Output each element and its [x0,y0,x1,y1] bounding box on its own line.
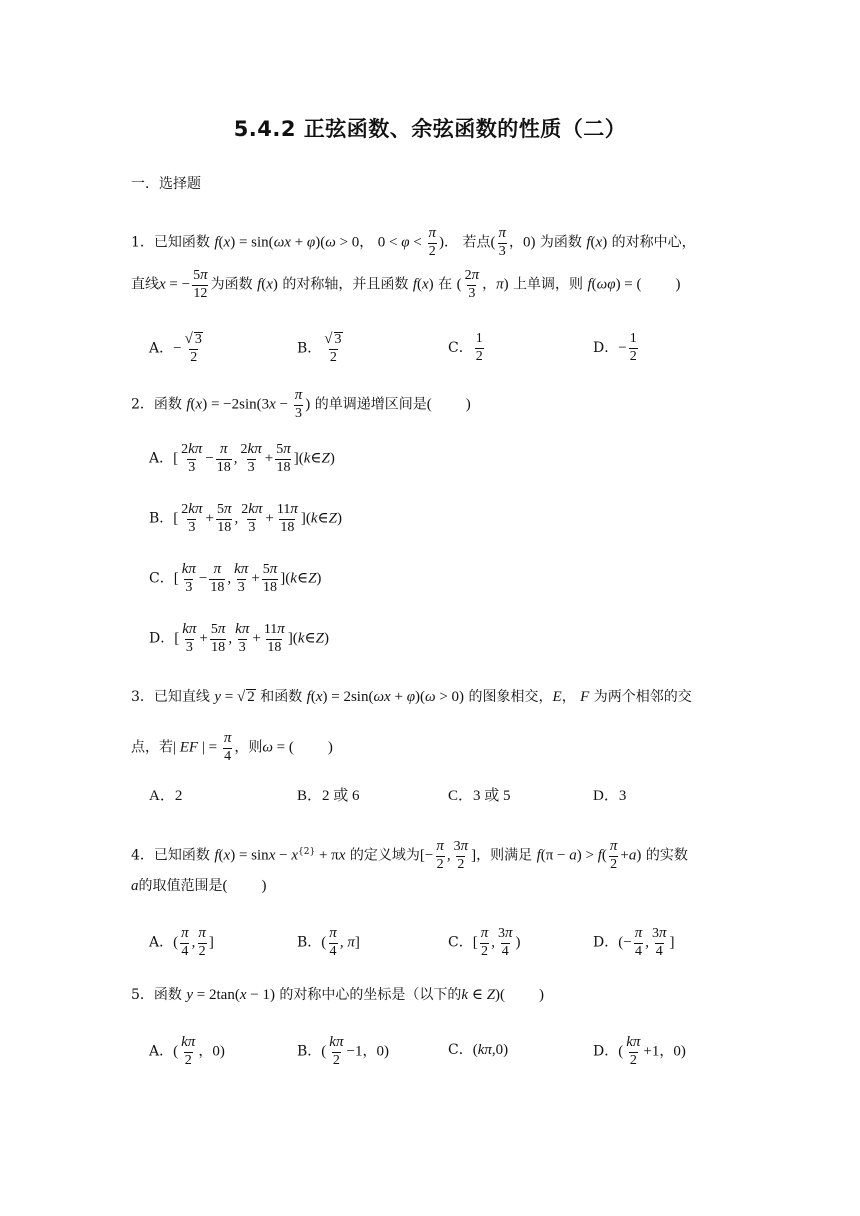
question-2-stem: 2．函数 f(x) = −2sin(3x − $\frac{\pi}{3}$ ) 的单调递增区间是( ) [131,387,471,421]
question-2-option-c[interactable]: C．[ $\frac{k\pi}{3}$ − $\frac{\pi}{18}$ , $\frac{k\pi}{3}$ + $\frac{5\pi}{18}$ ](k∈Z) [149,561,322,595]
section-heading: 一．选择题 [131,176,201,192]
question-4-option-b[interactable]: B．( $\frac{\pi}{4}$ , π] [297,925,360,959]
question-1-line-2: 直线x = − $\frac{5\pi}{12}$ 为函数 f(x) 的对称轴，并且函数 f(x) 在 ( $\frac{2\pi}{3}$ ，π) 上单调，则 f(ωφ) = ( ) [131,267,681,301]
page-title: 5.4.2 正弦函数、余弦函数的性质（二） [233,117,627,141]
question-4-option-d[interactable]: D．(− $\frac{\pi}{4}$ , $\frac{3\pi}{4}$ ] [593,925,675,959]
question-3-option-b[interactable]: B．2 或 6 [297,788,360,804]
question-3-line-2: 点，若| EF | = $\frac{\pi}{4}$ ，则ω = ( ) [131,730,333,764]
question-4-line-2: a的取值范围是( ) [131,878,267,894]
question-1-option-d[interactable]: D．− $\frac{1}{2}$ [593,331,637,364]
question-5-option-d[interactable]: D．( $\frac{k\pi}{2}$ +1，0) [593,1034,686,1068]
question-1-option-b[interactable]: B． $\frac{√ 3}{2}$ [297,331,342,365]
question-3-option-c[interactable]: C．3 或 5 [448,788,511,804]
question-1-option-a[interactable]: A．− $\frac{√ 3}{2}$ [149,331,202,365]
question-3-line-1: 3．已知直线 y = √ 2 和函数 f(x) = 2sin(ωx + φ)(ω > 0) 的图象相交，E， F 为两个相邻的交 [131,689,692,705]
question-2-option-b[interactable]: B．[ $\frac{2k\pi}{3}$ + $\frac{5\pi}{18}$ , $\frac{2k\pi}{3}$ + $\frac{11\pi}{18}$ ](k∈Z) [149,501,342,535]
question-4-option-a[interactable]: A．( $\frac{\pi}{4}$ , $\frac{\pi}{2}$ ] [149,925,214,959]
question-5-option-b[interactable]: B．( $\frac{k\pi}{2}$ −1，0) [297,1034,389,1068]
question-3-option-d[interactable]: D．3 [593,788,627,804]
question-1-line-1: 1．已知函数 f(x) = sin(ωx + φ)(ω > 0， 0 < φ < $\frac{\pi}{2}$ )． 若点( $\frac{\pi}{3}$ ，0) 为函数 f(x) 的对称中心， [131,225,696,259]
question-3-option-a[interactable]: A．2 [149,788,183,804]
question-5-stem: 5．函数 y = 2tan(x − 1) 的对称中心的坐标是（以下的k ∈ Z)( ) [131,987,545,1003]
question-2-option-a[interactable]: A．[ $\frac{2k\pi}{3}$ − $\frac{\pi}{18}$ , $\frac{2k\pi}{3}$ + $\frac{5\pi}{18}$ ](k∈Z) [149,441,335,475]
question-4-line-1: 4．已知函数 $f(x) = \sin x - x^{\{2\}} + \pi x$ 的定义域为[− $\frac{\pi}{2}$ , $\frac{3\pi}{2}$ ]，则满足 f(π − a) > f( $\frac{\pi}{2}$ +a) 的实数 [131,838,688,872]
question-5-option-c[interactable]: C．(kπ,0) [448,1042,509,1058]
question-5-option-a[interactable]: A．( $\frac{k\pi}{2}$ ，0) [149,1034,225,1068]
question-2-option-d[interactable]: D．[ $\frac{k\pi}{3}$ + $\frac{5\pi}{18}$ , $\frac{k\pi}{3}$ + $\frac{11\pi}{18}$ ](k∈Z) [149,621,329,655]
question-4-option-c[interactable]: C．[ $\frac{\pi}{2}$ , $\frac{3\pi}{4}$ ) [448,925,521,959]
question-1-option-c[interactable]: C． $\frac{1}{2}$ [448,331,483,364]
